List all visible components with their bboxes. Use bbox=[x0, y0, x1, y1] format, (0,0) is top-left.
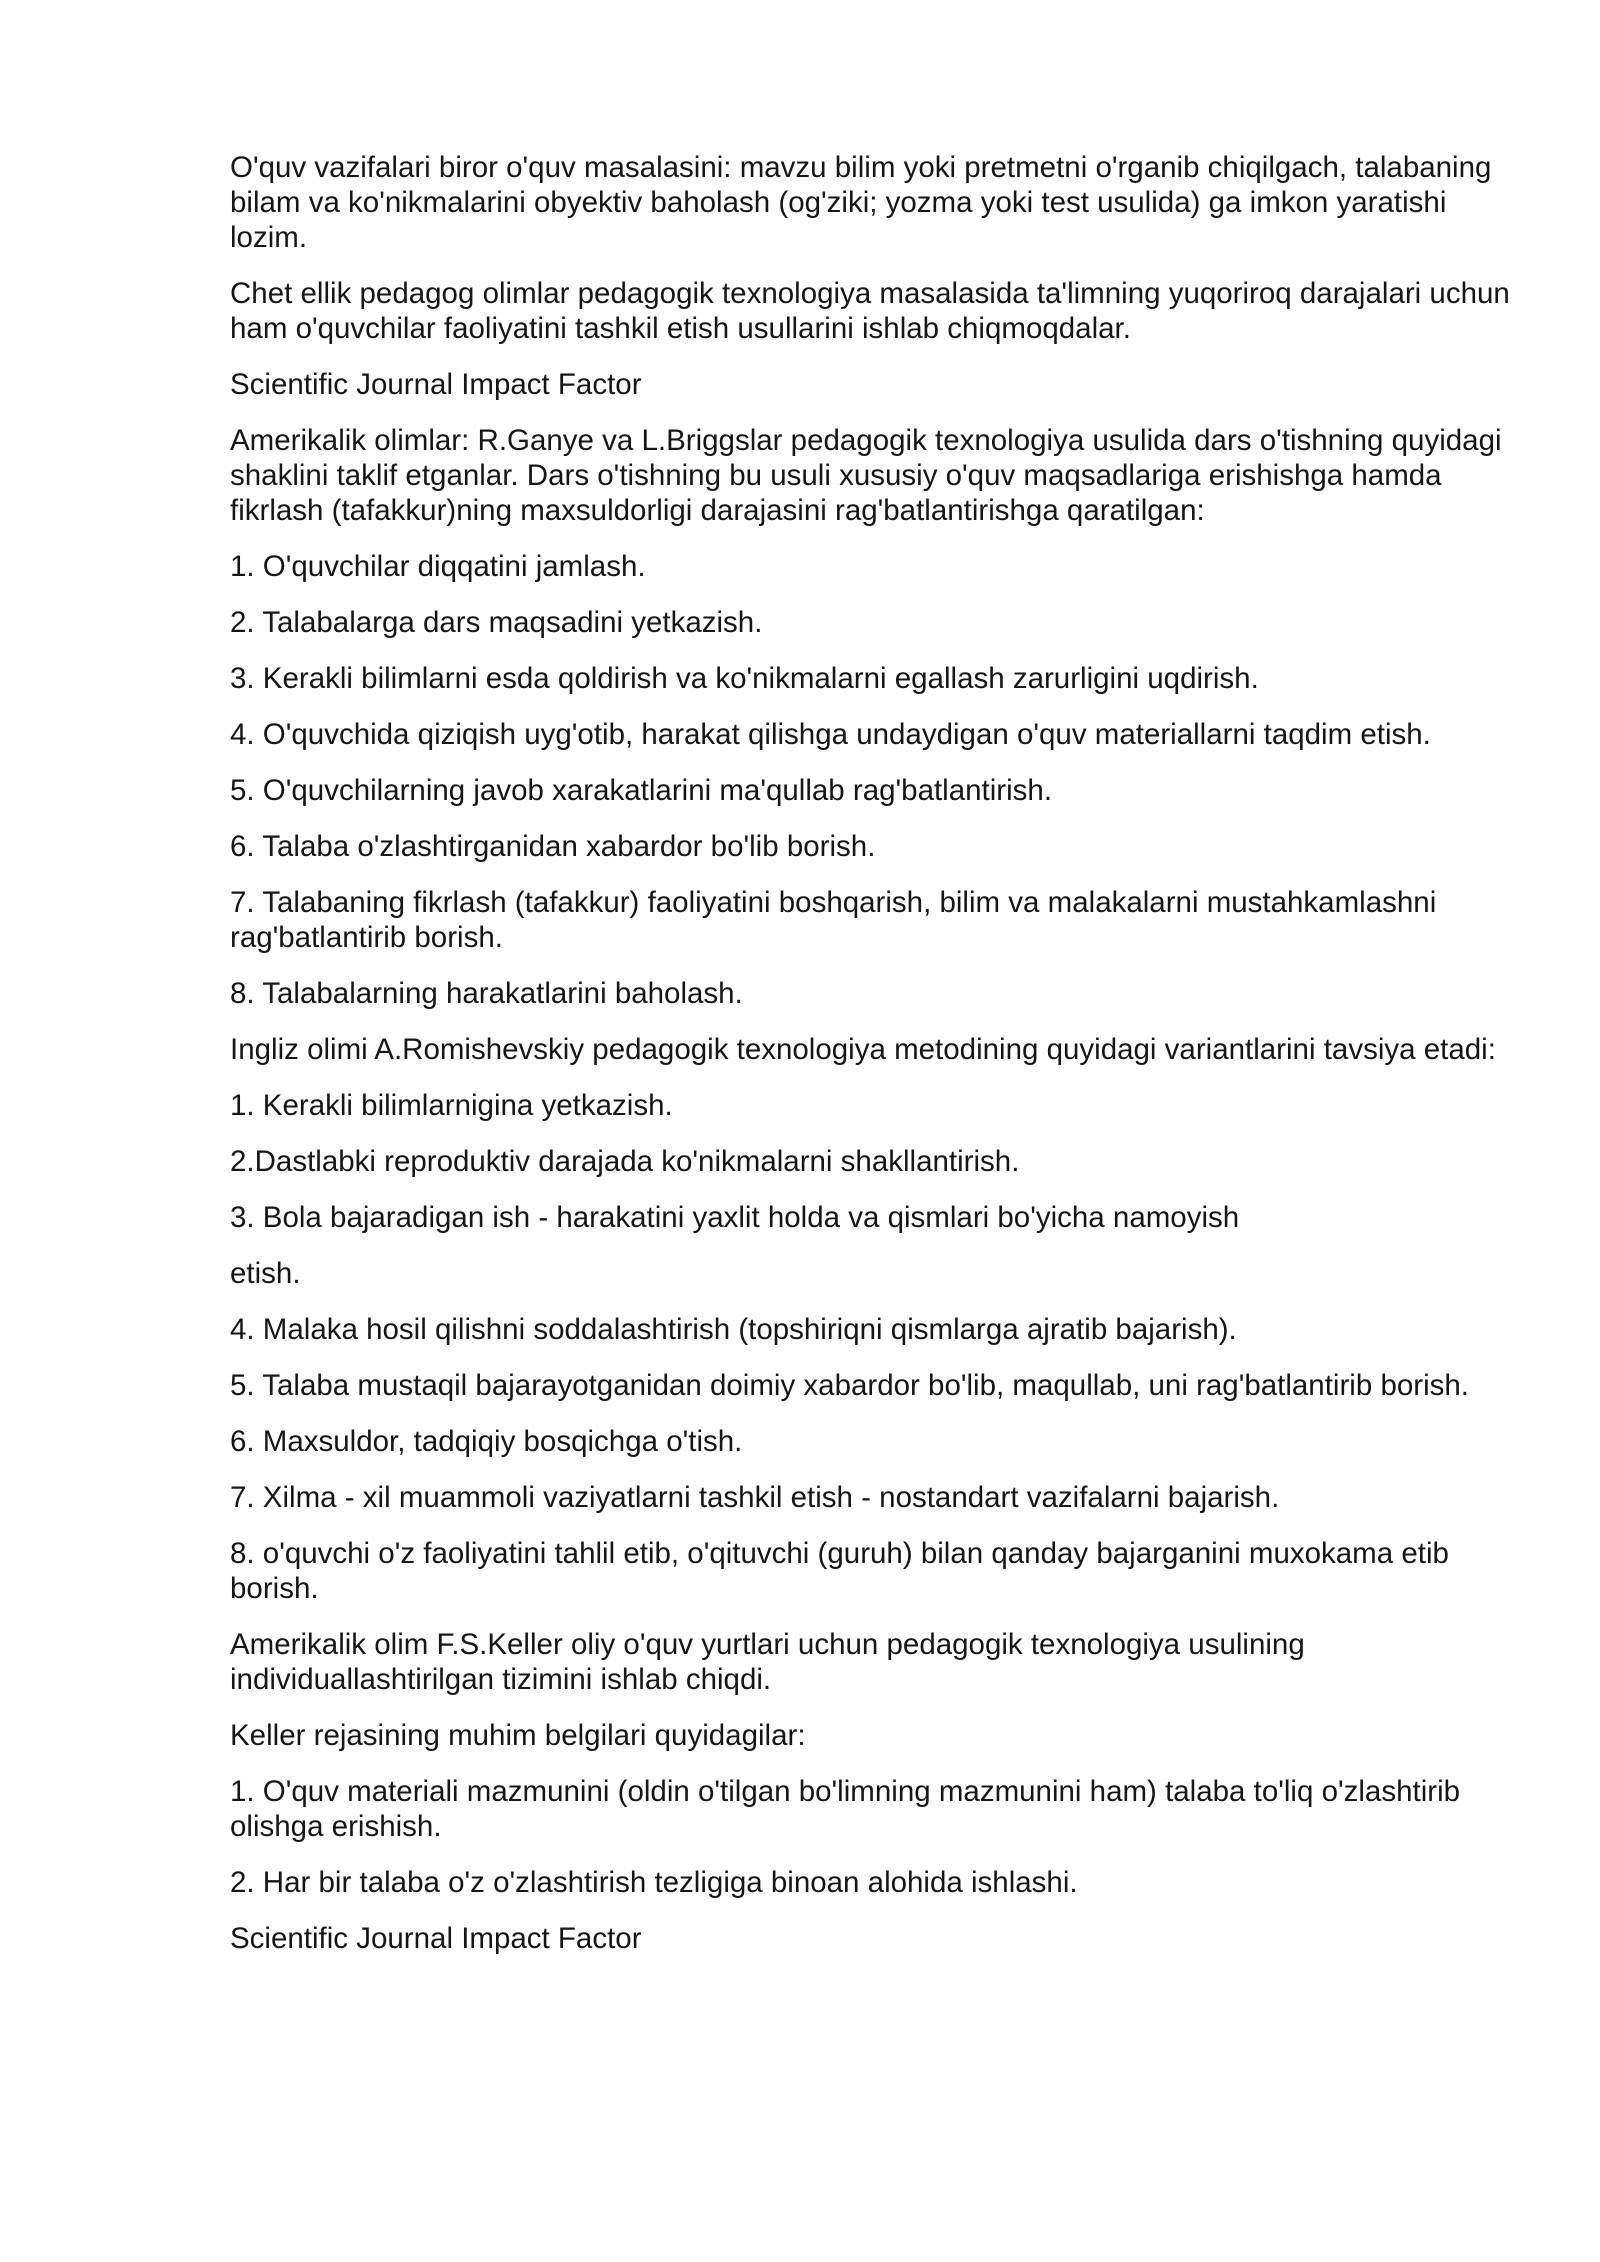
ganye-list-item-7: 7. Talabaning fikrlash (tafakkur) faoliyatini boshqarish, bilim va malakalarni mustahkamlashni rag'batlantirib borish. bbox=[230, 886, 1437, 954]
romishevskiy-list-item-6: 6. Maxsuldor, tadqiqiy bosqichga o'tish. bbox=[230, 1425, 743, 1458]
paragraph-keller: Amerikalik olim F.S.Keller oliy o'quv yurtlari uchun pedagogik texnologiya usulining individuallashtirilgan tizimini ishlab chiqdi. bbox=[230, 1628, 1305, 1696]
romishevskiy-list-item-7: 7. Xilma - xil muammoli vaziyatlarni tashkil etish - nostandart vazifalarni bajarish. bbox=[230, 1481, 1280, 1514]
ganye-list-item-6: 6. Talaba o'zlashtirganidan xabardor bo'lib borish. bbox=[230, 830, 876, 863]
paragraph-oquv-vazifalari: O'quv vazifalari biror o'quv masalasini: mavzu bilim yoki pretmetni o'rganib chiqilgach, talabaning bilam va ko'nikmalarini obyektiv baholash (og'ziki; yozma yoki test usulida) ga imkon yaratishi lozim. bbox=[230, 151, 1492, 254]
romishevskiy-list-item-3: 3. Bola bajaradigan ish - harakatini yaxlit holda va qismlari bo'yicha namoyish bbox=[230, 1201, 1240, 1234]
journal-label: Scientific Journal Impact Factor bbox=[230, 368, 642, 401]
romishevskiy-list-item-8: 8. o'quvchi o'z faoliyatini tahlil etib, o'qituvchi (guruh) bilan qanday bajarganini muxokama etib borish. bbox=[230, 1537, 1449, 1605]
romishevskiy-list-item-4: 4. Malaka hosil qilishni soddalashtirish (topshiriqni qismlarga ajratib bajarish). bbox=[230, 1313, 1237, 1346]
ganye-list-item-5: 5. O'quvchilarning javob xarakatlarini ma'qullab rag'batlantirish. bbox=[230, 774, 1053, 807]
ganye-list-item-1: 1. O'quvchilar diqqatini jamlash. bbox=[230, 550, 646, 583]
ganye-list-item-2: 2. Talabalarga dars maqsadini yetkazish. bbox=[230, 606, 763, 639]
ganye-list-item-4: 4. O'quvchida qiziqish uyg'otib, harakat qilishga undaydigan o'quv materiallarni taqdim etish. bbox=[230, 718, 1431, 751]
paragraph-ganye-briggs: Amerikalik olimlar: R.Ganye va L.Briggslar pedagogik texnologiya usulida dars o'tishning quyidagi shaklini taklif etganlar. Dars o'tishning bu usuli xususiy o'quv maqsadlariga erishishga hamda fikrlash (tafakkur)ning maxsuldorligi darajasini rag'batlantirishga qaratilgan: bbox=[230, 424, 1502, 527]
romishevskiy-list-item-3-continued: etish. bbox=[230, 1257, 301, 1290]
ganye-list-item-8: 8. Talabalarning harakatlarini baholash. bbox=[230, 977, 743, 1010]
keller-list-item-1: 1. O'quv materiali mazmunini (oldin o'tilgan bo'limning mazmunini ham) talaba to'liq o'zlashtirib olishga erishish. bbox=[230, 1775, 1461, 1843]
romishevskiy-list-item-2: 2.Dastlabki reproduktiv darajada ko'nikmalarni shakllantirish. bbox=[230, 1145, 1020, 1178]
romishevskiy-list-item-1: 1. Kerakli bilimlarnigina yetkazish. bbox=[230, 1089, 673, 1122]
romishevskiy-list-item-5: 5. Talaba mustaqil bajarayotganidan doimiy xabardor bo'lib, maqullab, uni rag'batlantirib borish. bbox=[230, 1369, 1469, 1402]
paragraph-chet-ellik-olimlar: Chet ellik pedagog olimlar pedagogik texnologiya masalasida ta'limning yuqoriroq darajalari uchun ham o'quvchilar faoliyatini tashkil etish usullarini ishlab chiqmoqdalar. bbox=[230, 277, 1510, 345]
paragraph-keller-features: Keller rejasining muhim belgilari quyidagilar: bbox=[230, 1719, 806, 1752]
ganye-list-item-3: 3. Kerakli bilimlarni esda qoldirish va ko'nikmalarni egallash zarurligini uqdirish. bbox=[230, 662, 1259, 695]
document-body bbox=[230, 150, 1520, 1977]
keller-list-item-2: 2. Har bir talaba o'z o'zlashtirish tezligiga binoan alohida ishlashi. bbox=[230, 1866, 1078, 1899]
paragraph-romishevskiy: Ingliz olimi A.Romishevskiy pedagogik texnologiya metodining quyidagi variantlarini tavsiya etadi: bbox=[230, 1033, 1496, 1066]
journal-label: Scientific Journal Impact Factor bbox=[230, 1922, 642, 1955]
